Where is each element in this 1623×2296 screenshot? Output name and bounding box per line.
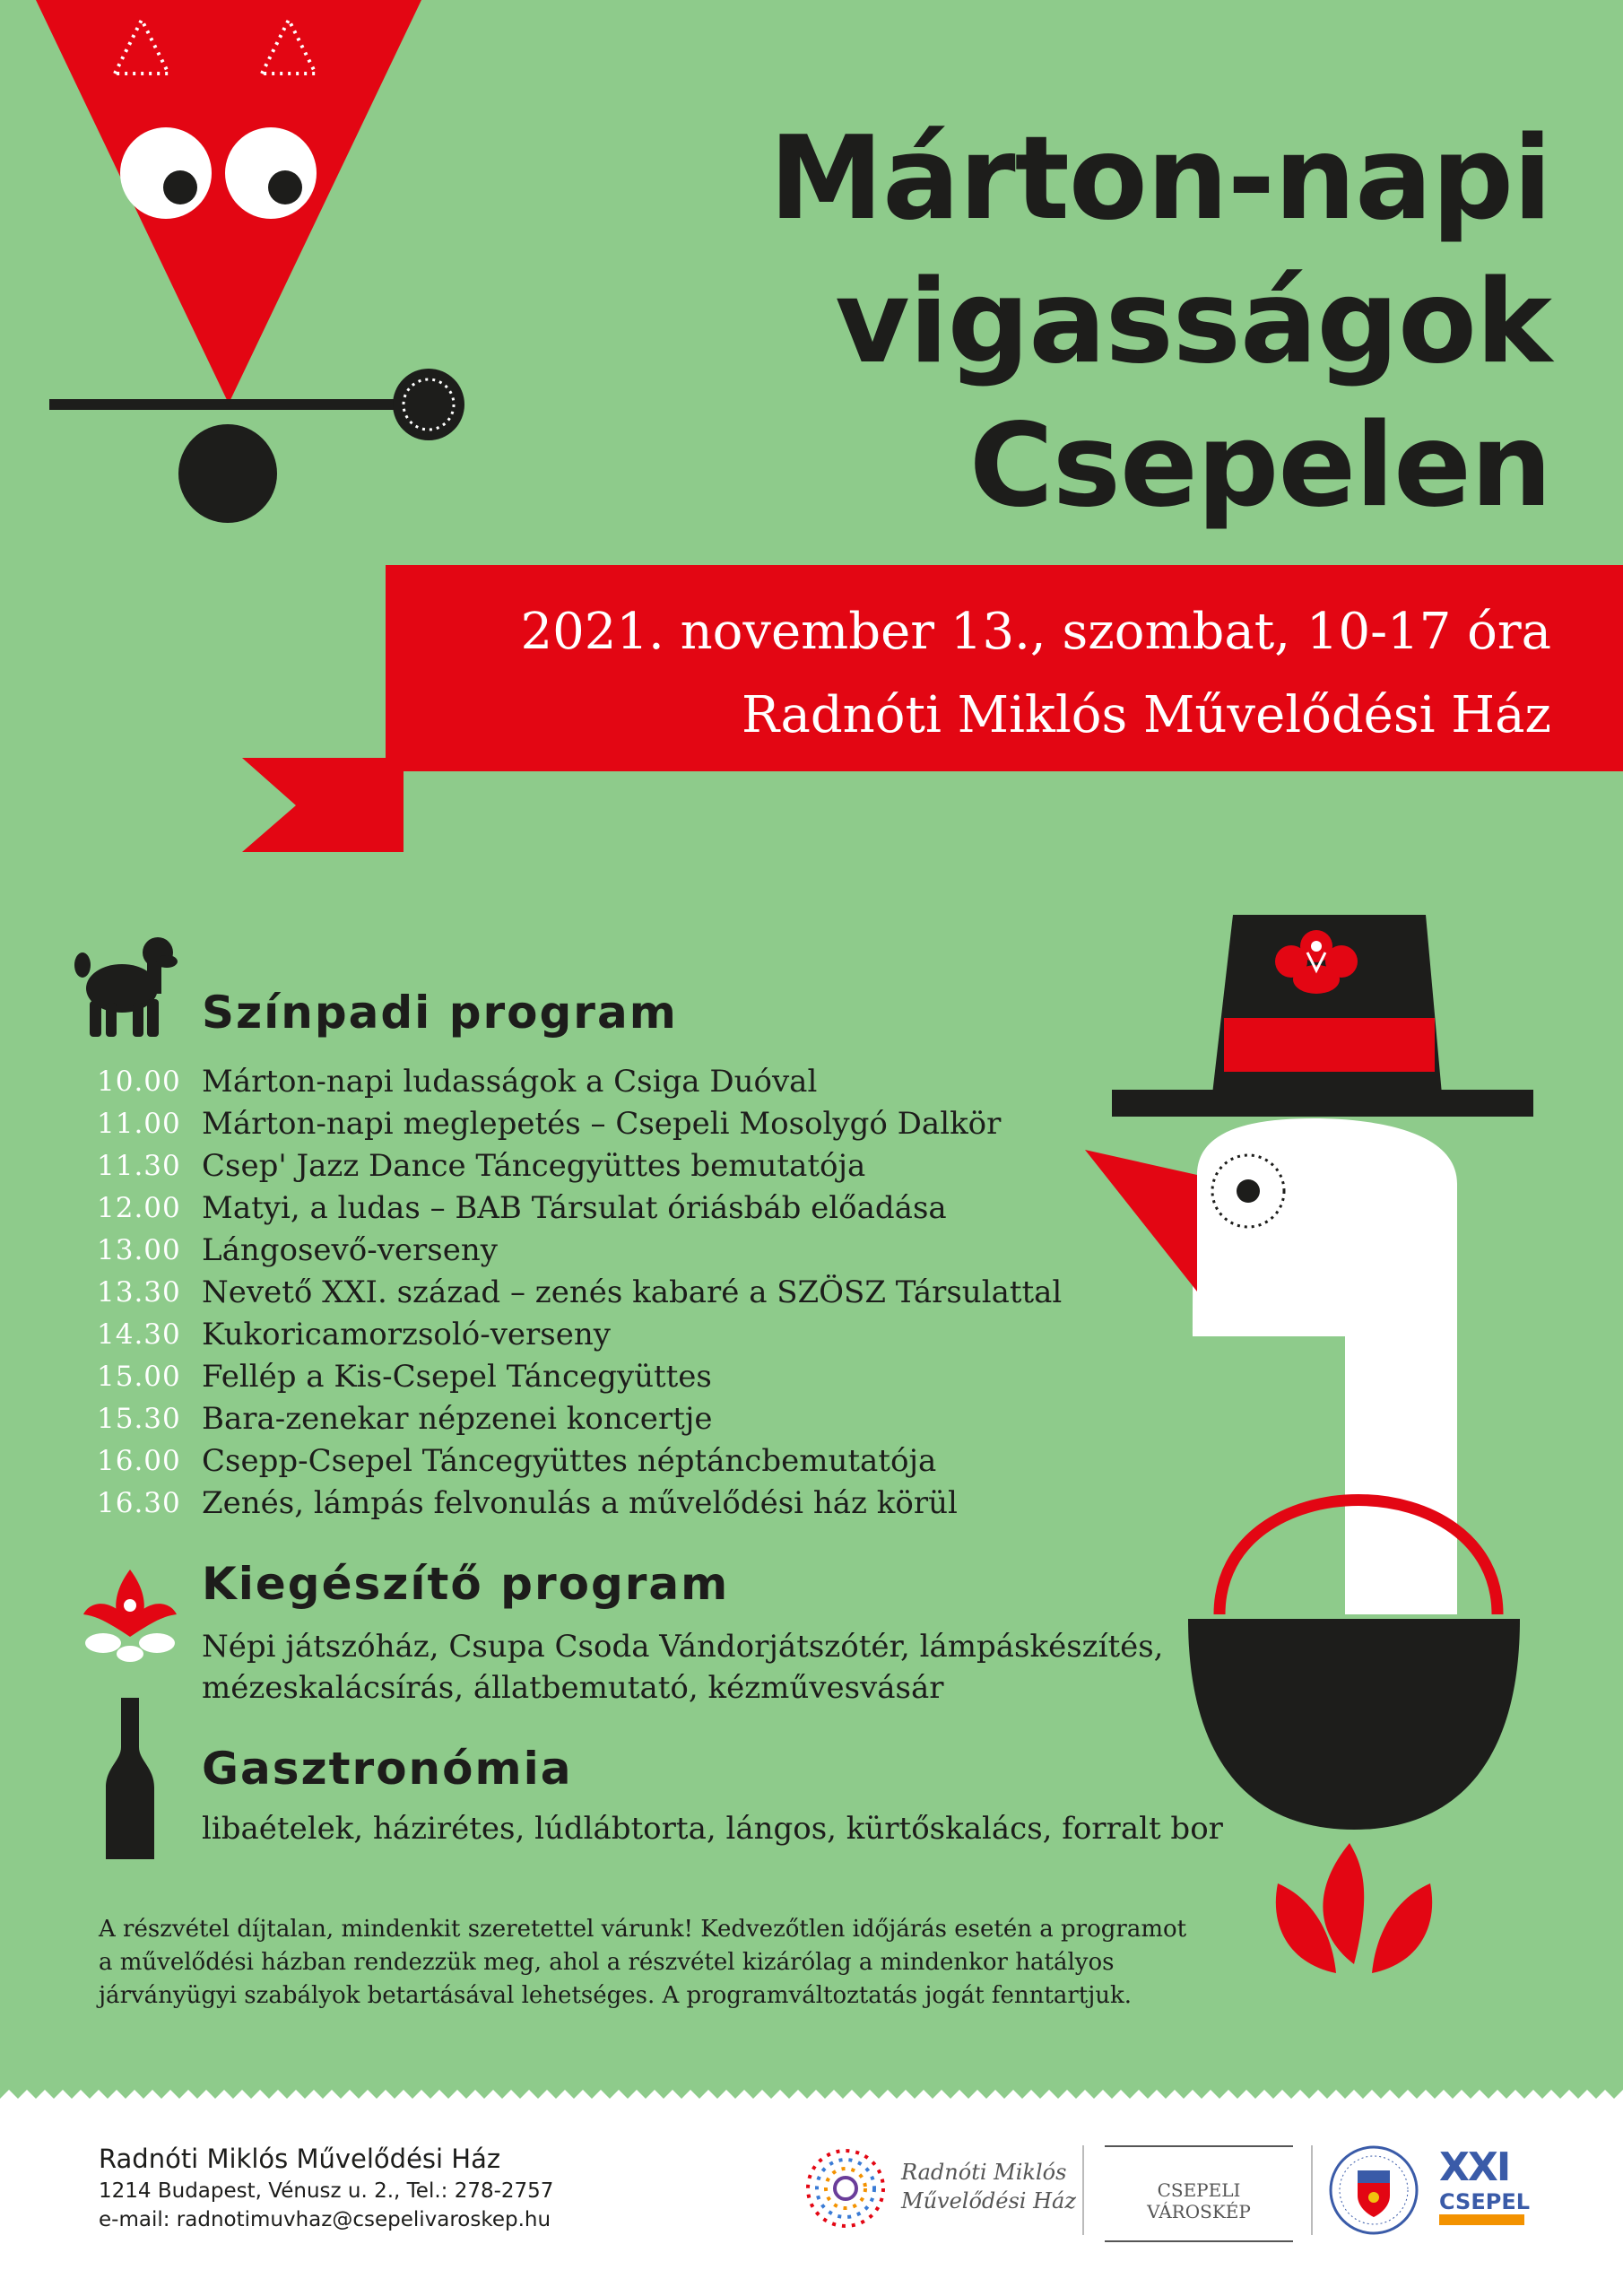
schedule-row [97,1060,1128,1102]
csepel-logo-bar [1439,2214,1524,2225]
schedule-row [97,1482,1128,1524]
varoskep-logo [1105,2145,1293,2242]
schedule-row [97,1144,1128,1187]
extra-program-line-2: mézeskalácsírás, állatbemutató, kézművesvásár [202,1670,944,1706]
schedule-time: 13.00 [97,1233,181,1266]
extra-program-line-1: Népi játszóház, Csupa Csoda Vándorjátszótér, lámpáskészítés, [202,1629,1164,1665]
radnoti-logo-line-2: Művelődési Ház [901,2188,1076,2213]
note-line-1: A részvétel díjtalan, mindenkit szeretettel várunk! Kedvezőtlen időjárás esetén a programot [99,1916,1187,1943]
schedule-list [97,1060,1128,1524]
note-line-2: a művelődési házban rendezzük meg, ahol a részvétel kizárólag a mindenkor hatályos [99,1949,1115,1976]
participation-note [99,1913,1228,2013]
schedule-event: Csepp-Csepel Táncegyüttes néptáncbemutatója [202,1442,937,1479]
footer-contact [99,2144,553,2231]
bottle-icon [99,1698,161,1864]
footer-address: 1214 Budapest, Vénusz u. 2., Tel.: 278-2757 [99,2179,554,2203]
schedule-row [97,1397,1128,1439]
schedule-time: 10.00 [97,1065,181,1098]
schedule-time: 15.30 [97,1402,181,1435]
radnoti-logo-line-1: Radnóti Miklós [901,2160,1067,2185]
schedule-time: 11.30 [97,1149,181,1182]
xxi-logo-text: XXI [1439,2144,1510,2190]
footer-email[interactable]: e-mail: radnotimuvhaz@csepelivaroskep.hu [99,2208,551,2231]
extra-program-heading: Kiegészítő program [202,1558,730,1610]
schedule-time: 16.00 [97,1444,181,1477]
schedule-time: 12.00 [97,1191,181,1224]
schedule-row [97,1355,1128,1397]
stage-program-heading: Színpadi program [202,987,678,1039]
dog-icon [70,933,182,1040]
schedule-event: Zenés, lámpás felvonulás a művelődési ház körül [202,1484,958,1521]
gastronomy-text: libaételek, házirétes, lúdlábtorta, lángos, kürtőskalács, forralt bor [202,1811,1223,1847]
schedule-time: 16.30 [97,1486,181,1519]
gastronomy-heading: Gasztronómia [202,1743,573,1795]
event-date: 2021. november 13., szombat, 10-17 óra [520,603,1551,661]
schedule-event: Matyi, a ludas – BAB Társulat óriásbáb előadása [202,1189,947,1226]
coat-of-arms-icon [1327,2144,1421,2238]
varoskep-logo-text: CSEPELI VÁROSKÉP [1105,2179,1293,2222]
schedule-event: Márton-napi ludasságok a Csiga Duóval [202,1063,818,1100]
footer-divider-2 [1311,2145,1313,2235]
footer-venue-name: Radnóti Miklós Művelődési Ház [99,2144,501,2174]
schedule-time: 13.30 [97,1275,181,1309]
schedule-event: Márton-napi meglepetés – Csepeli Mosolygó Dalkör [202,1105,1002,1142]
schedule-time: 15.00 [97,1360,181,1393]
schedule-event: Bara-zenekar népzenei koncertje [202,1400,713,1437]
schedule-event: Lángosevő-verseny [202,1231,498,1268]
schedule-event: Csep' Jazz Dance Táncegyüttes bemutatója [202,1147,866,1184]
schedule-row [97,1439,1128,1482]
schedule-event: Fellép a Kis-Csepel Táncegyüttes [202,1358,712,1395]
schedule-row [97,1229,1128,1271]
event-venue: Radnóti Miklós Művelődési Ház [742,686,1551,744]
xxi-csepel-logo [1439,2144,1531,2236]
schedule-event: Kukoricamorzsoló-verseny [202,1316,611,1352]
footer-divider [1082,2145,1084,2235]
note-line-3: járványügyi szabályok betartásával lehetséges. A programváltoztatás jogát fenntartjuk. [99,1982,1133,2009]
event-title [475,108,1551,538]
schedule-row [97,1271,1128,1313]
flower-icon [76,1561,184,1668]
schedule-row [97,1313,1128,1355]
fox-icon [0,0,466,538]
schedule-event: Nevető XXI. század – zenés kabaré a SZÖSZ Társulattal [202,1274,1063,1310]
title-line-2: vigasságok [835,256,1551,389]
title-line-1: Márton-napi [768,112,1551,246]
radnoti-logo-icon [801,2144,890,2233]
schedule-row [97,1187,1128,1229]
csepel-logo-text: CSEPEL [1439,2189,1531,2214]
title-line-3: Csepelen [968,399,1551,533]
schedule-time: 11.00 [97,1107,181,1140]
schedule-row [97,1102,1128,1144]
goose-icon [1076,906,1560,2009]
schedule-time: 14.30 [97,1318,181,1351]
